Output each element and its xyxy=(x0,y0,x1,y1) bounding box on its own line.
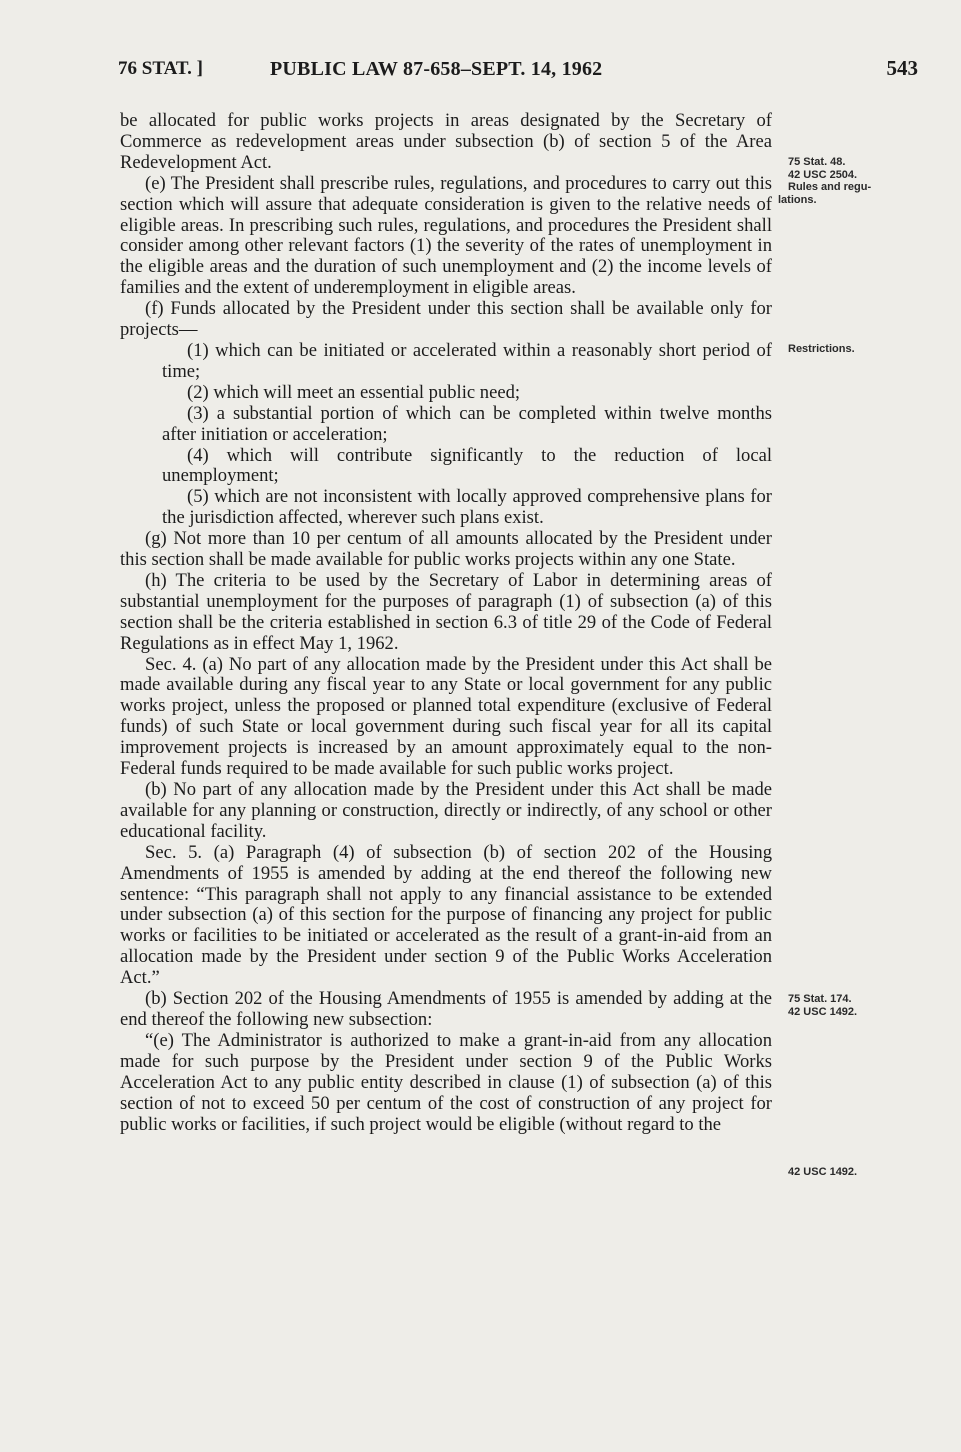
paragraph-section-5b: (b) Section 202 of the Housing Amendments of 1955 is amended by adding at the end thereof the following new subsection: xyxy=(120,988,772,1030)
paragraph-subsection-f: (f) Funds allocated by the President under this section shall be available only for projects— xyxy=(120,298,772,341)
page-number: 543 xyxy=(886,56,918,80)
paragraph-section-5a: Sec. 5. (a) Paragraph (4) of subsection (b) of section 202 of the Housing Amendments of 1955 is amended by adding at the end thereof the following new sentence: “This paragraph shall not apply to any financial assistance to be extended under subsection (a) of this section for the purpose of financing any project for public works or facilities to be initiated or accelerated as the result of a grant-in-aid from an allocation made by the President under section 9 of the Public Works Acceleration Act.” xyxy=(120,841,772,989)
margin-note-citation-3: 42 USC 1492. xyxy=(788,1166,858,1178)
paragraph-section-4b: (b) No part of any allocation made by the President under this Act shall be made available for any planning or construction, directly or indirectly, of any school or other educational facility. xyxy=(120,779,772,842)
margin-note-citation-2: 75 Stat. 174. 42 USC 1492. xyxy=(788,993,858,1018)
paragraph-quoted-subsection-e: “(e) The Administrator is authorized to make a grant-in-aid from any allocation made for such purpose by the President under section 9 of the Public Works Acceleration Act to any public entity described in clause (1) of subsection (a) of this section of not to exceed 50 per centum of the cost of construction of any project for public works or facilities, if such project would be eligible (without regard to the xyxy=(120,1029,772,1135)
volume-citation: 76 STAT. ] xyxy=(118,58,203,79)
list-item-4: (4) which will contribute significantly to the reduction of local unemployment; xyxy=(162,444,772,487)
page-title: PUBLIC LAW 87-658–SEPT. 14, 1962 xyxy=(270,58,603,80)
paragraph-section-4a: Sec. 4. (a) No part of any allocation made by the President under this Act shall be made available during any fiscal year to any State or local government for any public works project, unless the proposed or planned total expenditure (exclusive of Federal funds) of such State or local government during such fiscal year for all its capital improvement projects is increased by an amount approximately equal to the non-Federal funds required to be made available for such public works project. xyxy=(120,653,772,780)
margin-note-citation-1: 75 Stat. 48. 42 USC 2504. Rules and regu- lations. xyxy=(778,156,872,206)
body-text xyxy=(120,111,772,1135)
list-item-1: (1) which can be initiated or accelerated within a reasonably short period of time; xyxy=(162,339,772,382)
page-header xyxy=(118,58,918,88)
list-item-5: (5) which are not inconsistent with locally approved comprehensive plans for the jurisdiction affected, wherever such plans exist. xyxy=(162,486,772,529)
paragraph-subsection-h: (h) The criteria to be used by the Secretary of Labor in determining areas of substantial unemployment for the purposes of paragraph (1) of subsection (a) of this section shall be the criteria established in section 6.3 of title 29 of the Code of Federal Regulations as in effect May 1, 1962. xyxy=(120,569,772,654)
paragraph-subsection-g: (g) Not more than 10 per centum of all amounts allocated by the President under this section shall be made available for public works projects within any one State. xyxy=(120,528,772,571)
paragraph-continuation: be allocated for public works projects in areas designated by the Secretary of Commerce as redevelopment areas under subsection (b) of section 5 of the Area Redevelopment Act. xyxy=(120,110,772,173)
margin-note-restrictions: Restrictions. xyxy=(788,343,855,355)
paragraph-subsection-e: (e) The President shall prescribe rules, regulations, and procedures to carry out this section which will assure that adequate consideration is given to the relative needs of eligible areas. In prescribing such rules, regulations, and procedures the President shall consider among other relevant factors (1) the severity of the rates of unemployment in the eligible areas and the duration of such unemployment and (2) the income levels of families and the extent of underemployment in eligible areas. xyxy=(120,172,772,299)
list-item-2: (2) which will meet an essential public need; xyxy=(187,381,521,403)
list-item-3: (3) a substantial portion of which can be completed within twelve months after initiation or acceleration; xyxy=(162,402,772,445)
